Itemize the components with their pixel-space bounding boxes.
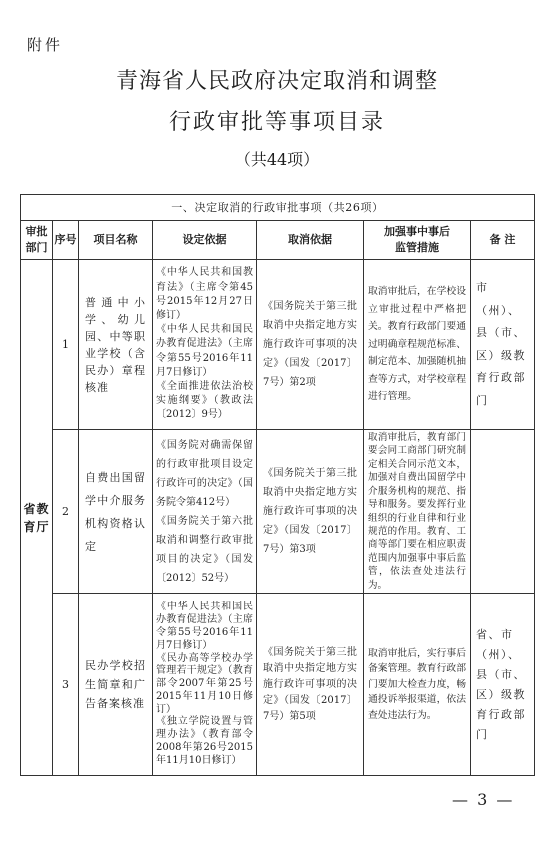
cancel-basis-cell bbox=[257, 430, 364, 594]
header-supervision bbox=[364, 221, 471, 260]
header-department-text bbox=[21, 224, 52, 256]
header-remark-text: 备 注 bbox=[489, 233, 516, 246]
cancel-basis-text: 《国务院关于第三批取消中央指定地方实施行政许可事项的决定》（国发〔2017〕7号）第5项 bbox=[263, 646, 357, 722]
remark-text: 省、市（州）、县（市、区）级教育行政部门 bbox=[476, 627, 526, 741]
section-heading-row bbox=[21, 195, 535, 221]
cancel-basis-cell bbox=[257, 260, 364, 430]
remark-text: 市（州）、县（市、区）级教育行政部门 bbox=[476, 281, 526, 407]
name-cell bbox=[79, 594, 153, 776]
supervision-cell bbox=[364, 594, 471, 776]
supervision-text: 取消审批后，在学校设立审批过程中严格把关。教育行政部门要通过明确章程规范标准、制定范本、加强随机抽查等方式，对学校章程进行管理。 bbox=[368, 286, 466, 403]
header-name bbox=[79, 221, 153, 260]
header-basis-text: 设定依据 bbox=[182, 233, 227, 246]
department-text: 省教育厅 bbox=[23, 501, 50, 534]
cancel-basis-text: 《国务院关于第三批取消中央指定地方实施行政许可事项的决定》（国发〔2017〕7号）第2项 bbox=[263, 301, 357, 388]
cancel-basis-text: 《国务院关于第三批取消中央指定地方实施行政许可事项的决定》（国发〔2017〕7号）第3项 bbox=[263, 468, 357, 555]
header-index bbox=[53, 221, 79, 260]
header-basis bbox=[153, 221, 257, 260]
document-title-line-1: 青海省人民政府决定取消和调整 bbox=[115, 69, 438, 94]
basis-cell bbox=[153, 260, 257, 430]
supervision-text: 取消审批后，实行事后备案管理。教育行政部门要加大检查力度，畅通投诉举报渠道，依法查处违法行为。 bbox=[368, 647, 466, 721]
table-row bbox=[21, 260, 535, 430]
header-name-text: 项目名称 bbox=[93, 233, 138, 246]
item-count: （共44项） bbox=[234, 150, 320, 169]
basis-cell bbox=[153, 430, 257, 594]
index-text: 1 bbox=[62, 337, 69, 351]
remark-cell bbox=[471, 594, 535, 776]
catalog-table bbox=[20, 194, 535, 776]
header-cancel-basis-text: 取消依据 bbox=[288, 233, 332, 246]
page-number: — 3 — bbox=[452, 790, 515, 809]
supervision-cell bbox=[364, 260, 471, 430]
header-remark bbox=[471, 221, 535, 260]
cancel-basis-cell bbox=[257, 594, 364, 776]
header-department bbox=[21, 221, 53, 260]
basis-list bbox=[153, 601, 256, 767]
basis-item: 《民办高等学校办学管理若干规定》（教育部令2007年第25号2015年11月10日修订） bbox=[156, 652, 253, 715]
header-supervision-text bbox=[364, 224, 470, 256]
header-supervision-line-1: 加强事中事后 bbox=[384, 225, 450, 238]
department-cell bbox=[21, 260, 53, 776]
supervision-text: 取消审批后，教育部门要会同工商部门研究制定相关合同示范文本，加强对自费出国留学中介服务机构的规范、指导和服务。要发挥行业组织的行业自律和行业规范的作用。教育、工商等部门要在相应职责范围内加强事中事后监管，依法查处违法行为。 bbox=[368, 432, 466, 591]
remark-cell bbox=[471, 430, 535, 594]
index-cell bbox=[53, 594, 79, 776]
remark-cell bbox=[471, 260, 535, 430]
table-row bbox=[21, 430, 535, 594]
basis-item: 《中华人民共和国民办教育促进法》（主席令第55号2016年11月7日修订） bbox=[156, 324, 253, 378]
name-cell bbox=[79, 430, 153, 594]
column-header-row bbox=[21, 221, 535, 260]
item-name: 自费出国留学中介服务机构资格认定 bbox=[85, 470, 146, 553]
basis-item: 《国务院对确需保留的行政审批项目设定行政许可的决定》（国务院令第412号） bbox=[156, 439, 253, 508]
header-cancel-basis bbox=[257, 221, 364, 260]
basis-list bbox=[153, 266, 256, 422]
table-row bbox=[21, 594, 535, 776]
index-text: 3 bbox=[62, 677, 69, 691]
basis-list bbox=[153, 436, 256, 588]
basis-item: 《全面推进依法治校实施纲要》（教政法〔2012〕9号） bbox=[156, 381, 253, 421]
index-cell bbox=[53, 430, 79, 594]
header-index-text: 序号 bbox=[54, 233, 77, 246]
index-text: 2 bbox=[62, 504, 69, 518]
attachment-label: 附件 bbox=[27, 36, 64, 54]
basis-cell bbox=[153, 594, 257, 776]
basis-item: 《独立学院设置与管理办法》（教育部令2008年第26号2015年11月10日修订） bbox=[156, 716, 253, 766]
document-title-line-2: 行政审批等事项目录 bbox=[168, 110, 385, 135]
section-heading: 一、决定取消的行政审批事项（共26项） bbox=[171, 200, 384, 214]
name-cell bbox=[79, 260, 153, 430]
header-supervision-line-2: 监管措施 bbox=[395, 241, 439, 254]
section-heading-cell bbox=[21, 195, 535, 221]
item-name: 普通中小学、幼儿园、中等职业学校（含民办）章程核准 bbox=[85, 295, 146, 394]
item-name: 民办学校招生简章和广告备案核准 bbox=[85, 659, 146, 710]
header-department-line-2: 部门 bbox=[25, 241, 48, 254]
basis-item: 《中华人民共和国民办教育促进法》（主席令第55号2016年11月7日修订） bbox=[156, 601, 253, 651]
index-cell bbox=[53, 260, 79, 430]
header-department-line-1: 审批 bbox=[25, 225, 48, 238]
basis-item: 《中华人民共和国教育法》（主席令第45号2015年12月27日修订） bbox=[156, 267, 253, 321]
supervision-cell bbox=[364, 430, 471, 594]
basis-item: 《国务院关于第六批取消和调整行政审批项目的决定》（国发〔2012〕52号） bbox=[156, 515, 253, 584]
